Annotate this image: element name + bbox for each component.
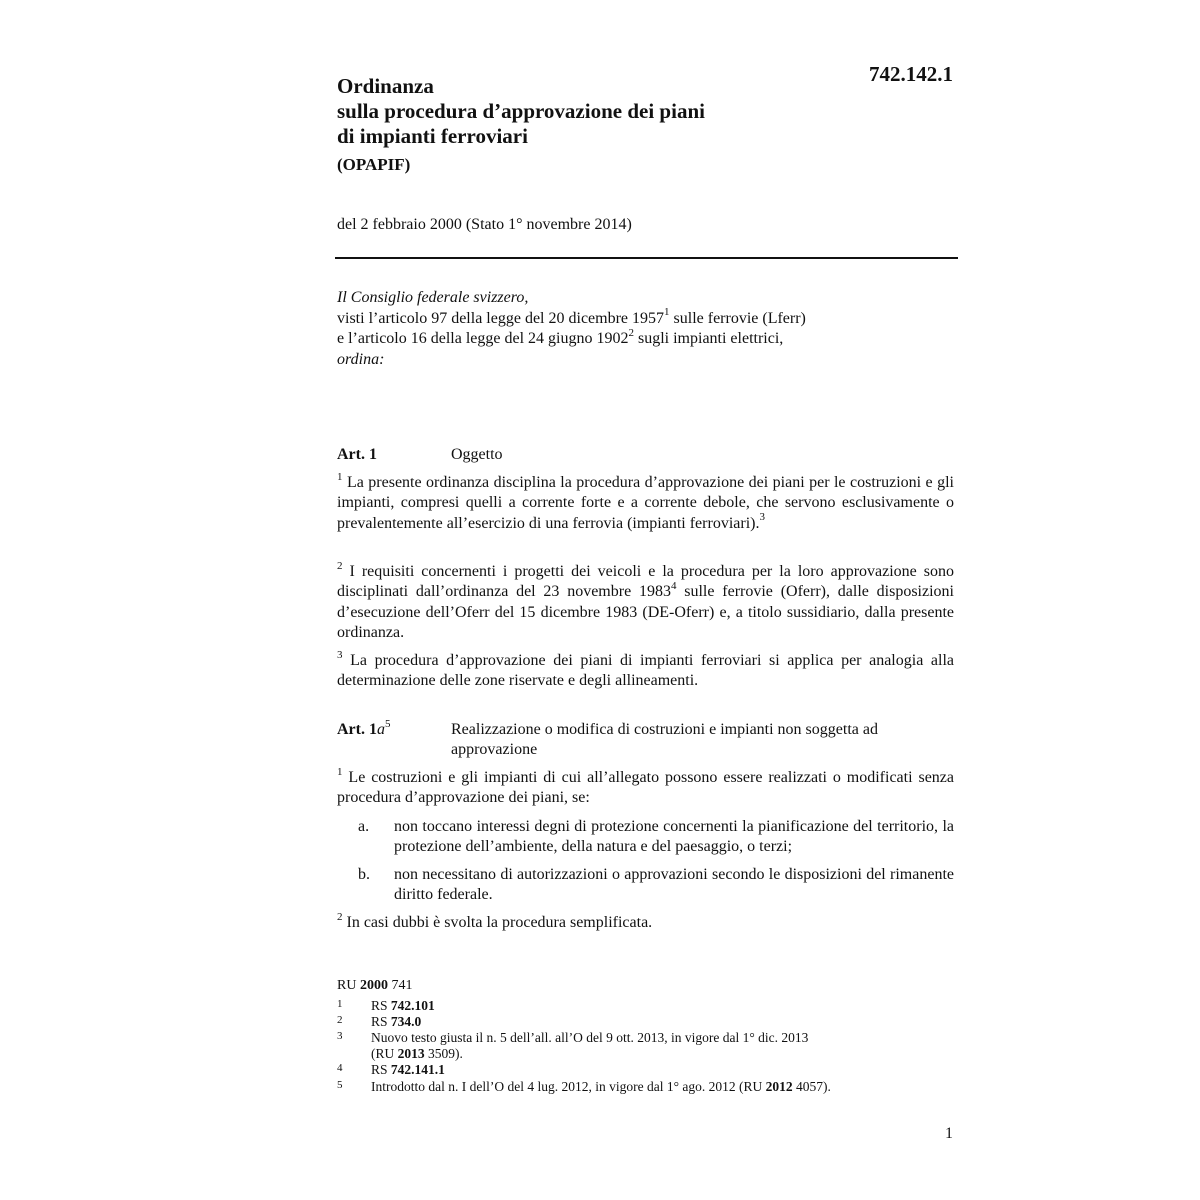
preamble-text: e l’articolo 16 della legge del 24 giugno 1902 <box>337 330 629 347</box>
ru-year: 2000 <box>359 978 388 993</box>
list-text: non toccano interessi degni di protezione concernenti la pianificazione del territorio, la protezione dell’ambiente, della natura e del paesaggio, o terzi; <box>394 818 954 856</box>
article-number: Art. 1 <box>337 446 377 463</box>
footnote <box>337 1062 937 1078</box>
article-paragraph <box>337 910 954 933</box>
preamble-authority: Il Consiglio federale svizzero, <box>337 289 529 306</box>
preamble-line <box>337 326 957 350</box>
footnote-prefix: RS <box>371 998 391 1013</box>
article-number-letter: a <box>376 721 385 738</box>
footnote-ref[interactable]: 2 <box>628 326 634 339</box>
paragraph-text: Le costruzioni e gli impianti di cui all’allegato possono essere realizzati o modificati senza procedura d’approvazione dei piani, se: <box>337 769 954 807</box>
ru-reference <box>337 978 412 994</box>
preamble-ordina: ordina: <box>337 350 385 368</box>
title-line: di impianti ferroviari <box>337 124 528 148</box>
document-title <box>337 74 705 149</box>
paragraph-text: La presente ordinanza disciplina la procedura d’approvazione dei piani per le costruzioni e gli impianti, compresi quelli a corrente forte e a corrente debole, che servono esclusivamente o prevalentemente all’esercizio di una ferrovia (impianti ferroviari). <box>337 474 954 532</box>
paragraph-number: 1 <box>337 470 343 483</box>
ru-page: 741 <box>387 978 413 993</box>
footnote <box>337 1014 937 1030</box>
footnote-number: 2 <box>337 1014 343 1026</box>
preamble-text: visti l’articolo 97 della legge del 20 dicembre 1957 <box>337 309 665 327</box>
footnote <box>337 1079 937 1095</box>
document-date: del 2 febbraio 2000 (Stato 1° novembre 2014) <box>337 216 632 233</box>
footnote <box>337 998 937 1014</box>
footnote-number: 5 <box>337 1079 343 1091</box>
paragraph-text: sulle ferrovie (Oferr), dalle disposizioni d’esecuzione dell’Oferr del 15 dicembre 1983 (DE-Oferr) e, a titolo sussidiario, dalla presente ordinanza. <box>337 583 954 641</box>
footnote-line: 3509). <box>424 1046 463 1061</box>
footnote-text <box>371 1079 931 1095</box>
footnote-text <box>371 1030 931 1062</box>
article-title: Realizzazione o modifica di costruzioni e impianti non soggetta ad approvazione <box>451 721 878 758</box>
footnote-text <box>371 1062 931 1078</box>
article-paragraph <box>337 765 954 809</box>
footnote-bold: 742.141.1 <box>390 1062 445 1077</box>
article-title: Oggetto <box>451 446 503 463</box>
footnote-bold: 734.0 <box>390 1014 422 1029</box>
footnote-bold: 2013 <box>397 1046 425 1061</box>
article-paragraph <box>337 470 954 534</box>
footnote-ref[interactable]: 3 <box>759 511 765 524</box>
article-heading <box>337 717 957 760</box>
article-number <box>337 717 391 740</box>
article-heading <box>337 445 957 465</box>
footnote-line: Introdotto dal n. I dell’O del 4 lug. 2012, in vigore dal 1° ago. 2012 (RU <box>371 1079 766 1094</box>
preamble-line <box>337 306 957 330</box>
list-text: non necessitano di autorizzazioni o approvazioni secondo le disposizioni del rimanente diritto federale. <box>394 866 954 904</box>
list-letter: b. <box>358 866 370 883</box>
footnote-line: 4057). <box>792 1079 831 1094</box>
footnote-prefix: RS <box>371 1062 391 1077</box>
paragraph-text: La procedura d’approvazione dei piani di impianti ferroviari si applica per analogia alla determinazione delle zone riservate e degli allineamenti. <box>337 652 954 690</box>
footnote-text <box>371 998 931 1014</box>
footnote-line: Nuovo testo giusta il n. 5 dell’all. all’O del 9 ott. 2013, in vigore dal 1° dic. 2013 <box>371 1030 809 1045</box>
footnote-ref[interactable]: 4 <box>670 579 677 592</box>
page-number: 1 <box>945 1125 953 1142</box>
list-item <box>337 817 954 858</box>
footnote-prefix: RS <box>371 1014 391 1029</box>
footnote-number: 4 <box>337 1062 343 1074</box>
title-line: sulla procedura d’approvazione dei piani <box>337 99 705 123</box>
sr-number: 742.142.1 <box>869 62 953 86</box>
footnote-bold: 2012 <box>765 1079 793 1094</box>
list-item <box>337 865 954 906</box>
footnote-number: 1 <box>337 998 343 1010</box>
footnote-ref[interactable]: 1 <box>664 306 670 319</box>
footnote <box>337 1030 937 1062</box>
article-paragraph <box>337 559 954 643</box>
ru-prefix: RU <box>337 978 360 993</box>
list-letter: a. <box>358 818 370 835</box>
paragraph-number: 2 <box>337 559 343 572</box>
footnote-line: (RU <box>371 1046 398 1061</box>
title-line: Ordinanza <box>337 74 434 98</box>
paragraph-number: 1 <box>337 765 343 778</box>
paragraph-text: In casi dubbi è svolta la procedura semplificata. <box>342 914 653 931</box>
footnote-text <box>371 1014 931 1030</box>
preamble-text: sulle ferrovie (Lferr) <box>669 309 806 327</box>
footnote-ref[interactable]: 5 <box>384 717 391 730</box>
header-divider <box>335 257 958 259</box>
paragraph-number: 2 <box>337 910 343 923</box>
footnote-bold: 742.101 <box>390 998 435 1013</box>
preamble-text: sugli impianti elettrici, <box>633 330 784 347</box>
article-paragraph <box>337 648 954 692</box>
footnote-number: 3 <box>337 1030 343 1042</box>
paragraph-number: 3 <box>337 648 343 661</box>
document-acronym: (OPAPIF) <box>337 155 411 174</box>
preamble <box>337 288 957 370</box>
article-number-main: Art. 1 <box>337 721 377 738</box>
paragraph-text: I requisiti concernenti i progetti dei veicoli e la procedura per la loro approvazione sono disciplinati dall’ordinanza del 23 novembre 1983 <box>337 563 954 601</box>
